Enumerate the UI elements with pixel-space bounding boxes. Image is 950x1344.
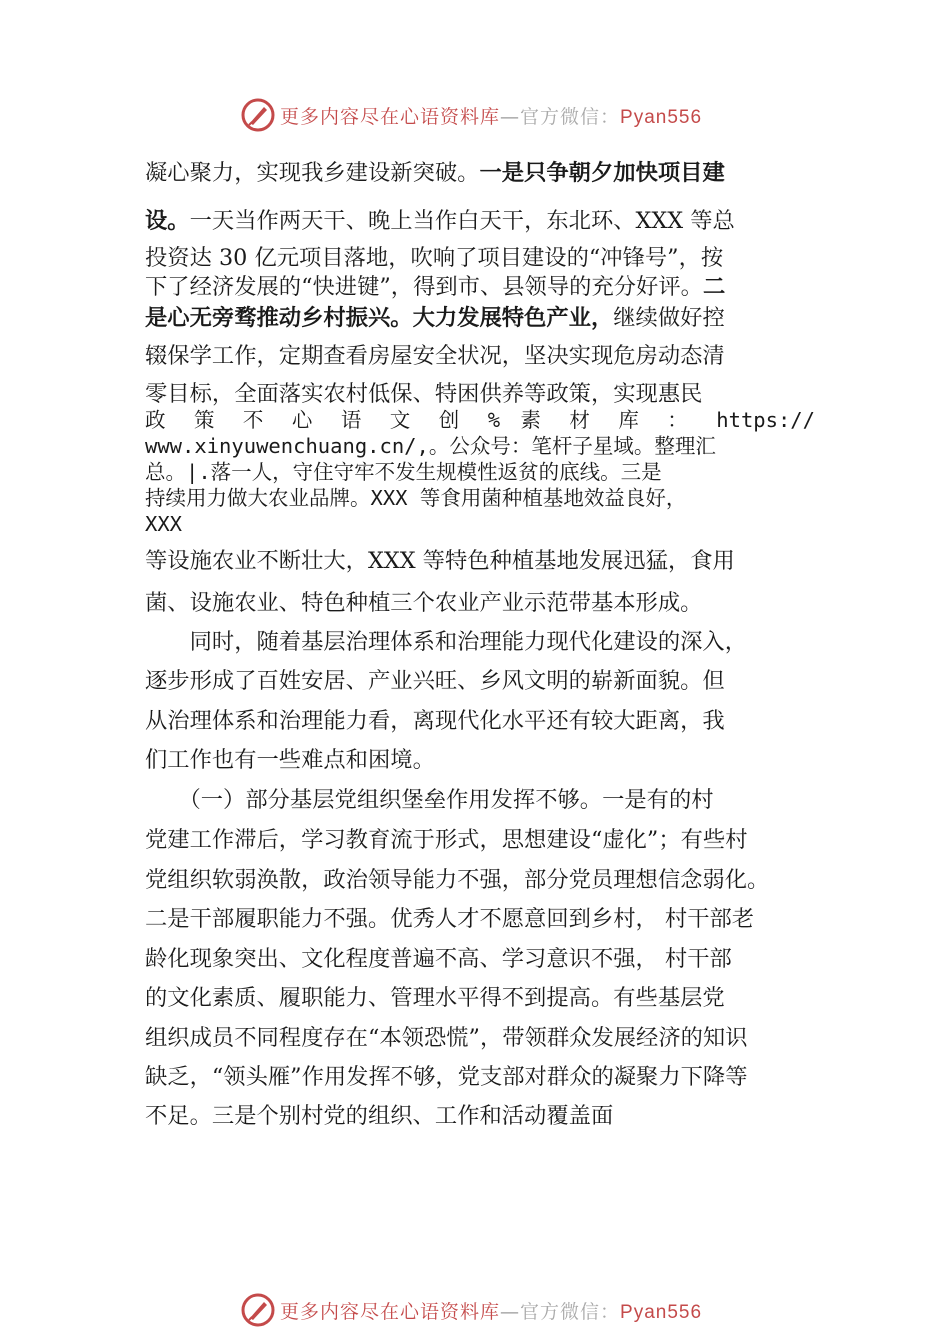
text-line: 党组织软弱涣散，政治领导能力不强，部分党员理想信念弱化。	[145, 867, 770, 893]
text-line: 零目标，全面落实农村低保、特困供养等政策，实现惠民	[145, 381, 703, 407]
text-line: www.xinyuwenchuang.cn/,。公众号：笔杆子星域。整理汇	[145, 434, 716, 458]
text-line: 总。|.落一人，守住守牢不发生规模性返贫的底线。三是	[145, 460, 662, 484]
watermark-title: 更多内容尽在心语资料库	[280, 105, 501, 128]
text-line: 等设施农业不断壮大，XXX 等特色种植基地发展迅猛，食用	[145, 548, 735, 574]
footer-watermark	[240, 1290, 760, 1330]
text-line: 菌、设施农业、特色种植三个农业产业示范带基本形成。	[145, 590, 703, 616]
pen-logo-icon	[240, 97, 276, 133]
watermark-title: 更多内容尽在心语资料库	[280, 1300, 501, 1323]
text-line: 下了经济发展的“快进键”，得到市、县领导的充分好评。二	[145, 274, 726, 300]
text-line: 党建工作滞后，学习教育流于形式，思想建设“虚化”；有些村	[145, 827, 748, 853]
watermark-sep: —	[500, 105, 521, 128]
text-line: 持续用力做大农业品牌。XXX 等食用菌种植基地效益良好，	[145, 486, 687, 510]
watermark-wechat-id: Pyan556	[620, 106, 703, 128]
text-line: （一）部分基层党组织堡垒作用发挥不够。一是有的村	[145, 787, 714, 813]
watermark-wechat-id: Pyan556	[620, 1301, 703, 1323]
watermark-wechat-label: 官方微信：	[520, 1300, 621, 1323]
text-line: 设。一天当作两天干、晚上当作白天干，东北环、XXX 等总	[145, 208, 735, 234]
text-line: 从治理体系和治理能力看，离现代化水平还有较大距离，我	[145, 708, 725, 734]
text-line: 是心无旁骛推动乡村振兴。大力发展特色产业，继续做好控	[145, 305, 725, 331]
header-watermark	[240, 95, 760, 135]
text-line: 政 策 不 心 语 文 创 % 素 材 库 ： https://	[145, 408, 815, 432]
text-line: 缺乏，“领头雁”作用发挥不够，党支部对群众的凝聚力下降等	[145, 1064, 748, 1090]
text-line: 辍保学工作，定期查看房屋安全状况，坚决实现危房动态清	[145, 343, 725, 369]
text-line: 组织成员不同程度存在“本领恐慌”，带领群众发展经济的知识	[145, 1025, 748, 1051]
watermark-text	[280, 1297, 702, 1324]
watermark-sep: —	[500, 1300, 521, 1323]
text-line: 投资达 30 亿元项目落地，吹响了项目建设的“冲锋号”，按	[145, 245, 724, 271]
watermark-wechat-label: 官方微信：	[520, 105, 621, 128]
pen-logo-icon	[240, 1292, 276, 1328]
text-line: 二是干部履职能力不强。优秀人才不愿意回到乡村， 村干部老	[145, 906, 755, 932]
text-line: XXX	[145, 512, 183, 536]
text-line: 龄化现象突出、文化程度普遍不高、学习意识不强， 村干部	[145, 946, 732, 972]
text-line: 们工作也有一些难点和困境。	[145, 747, 435, 773]
text-line: 凝心聚力，实现我乡建设新突破。一是只争朝夕加快项目建	[145, 160, 725, 186]
text-line: 同时，随着基层治理体系和治理能力现代化建设的深入，	[145, 629, 748, 655]
watermark-text	[280, 102, 702, 129]
text-line: 的文化素质、履职能力、管理水平得不到提高。有些基层党	[145, 985, 725, 1011]
text-line: 不足。三是个别村党的组织、工作和活动覆盖面	[145, 1103, 614, 1129]
text-line: 逐步形成了百姓安居、产业兴旺、乡风文明的崭新面貌。但	[145, 668, 725, 694]
